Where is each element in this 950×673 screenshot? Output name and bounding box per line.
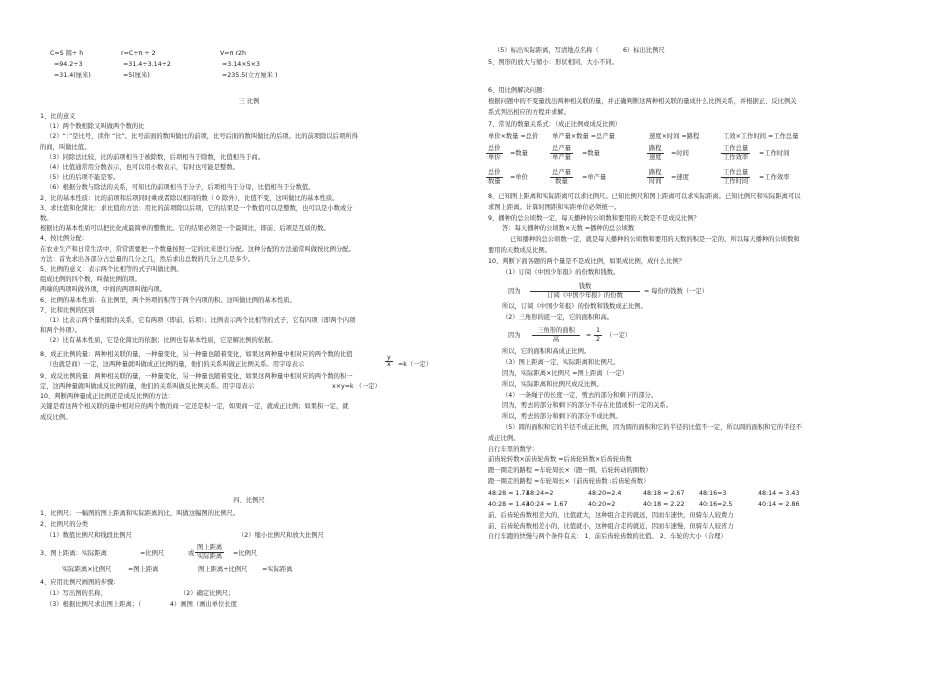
relation-result: =速度 bbox=[671, 174, 689, 181]
relation-fraction-denominator: 数量 bbox=[555, 178, 568, 185]
text-line: 的商，叫做比值。 bbox=[40, 143, 91, 151]
gear-ratio: 48:24=2 bbox=[526, 489, 554, 497]
text-line: =图上距离 bbox=[128, 566, 159, 573]
text-line: （2）比有基本性质，它是化简比的依据；比例也有基本性质，它是解比例的依据。 bbox=[46, 337, 277, 345]
text-line: =比例尺 bbox=[233, 550, 258, 557]
text-line: （6）根据分数与除法的关系，可知比的前项相当于分子，后项相当于分母，比值相当于分数值。 bbox=[46, 184, 315, 192]
relation-fraction bbox=[550, 169, 573, 186]
q2-result: （一定） bbox=[606, 332, 632, 340]
text-line: 4、按比例分配： bbox=[40, 235, 89, 243]
q2-fraction-numerator: 三角形的面积 bbox=[532, 327, 580, 336]
text-line: 数。 bbox=[40, 215, 53, 222]
text-line: （也就是商）一定，这两种量就叫做成正比例的量，他们的关系叫做正比例关系。用字母表示 bbox=[46, 360, 305, 368]
relation-fraction-denominator: 时间 bbox=[649, 178, 662, 185]
text-line: 7、常见的数量关系式：（成正比例或成反比例） bbox=[488, 121, 622, 128]
relation-fraction-numerator: 总价 bbox=[488, 145, 501, 152]
q2-fraction bbox=[532, 327, 580, 344]
relation-fraction-numerator: 总价 bbox=[488, 169, 501, 176]
q2-equals: = bbox=[586, 332, 592, 340]
text-line: （2）三角形的底一定，它的面积和高。 bbox=[502, 314, 614, 322]
text-line: 在农业生产和日常生活中，常常需要把一个数量按照一定的比来进行分配。这种分配的方法通常叫做按比例分配。 bbox=[40, 245, 355, 253]
relation-fraction-denominator: 单价 bbox=[488, 154, 501, 161]
text-line: （1）数值比例尺和线段比例尺 bbox=[46, 532, 132, 539]
text-line: （1）比表示两个量相除的关系，它有两项（即前、后项）；比例表示两个比相等的式子，它有四项（即两个内项 bbox=[46, 317, 356, 324]
relation-fraction bbox=[486, 145, 503, 162]
text-line: 2、比的基本性质：比的前项和后项同时乘或者除以相同的数（ 0 除外），比值不变，这叫做比的基本性质。 bbox=[40, 194, 339, 202]
gear-ratio: 40:24 ≈ 1.67 bbox=[526, 500, 568, 508]
text-line: 自行车里的数学： bbox=[488, 445, 539, 453]
gear-ratio: 40:28 ≈ 1.43 bbox=[488, 500, 530, 508]
text-line: 1、比的意义 bbox=[40, 113, 76, 120]
text-line: （3）同除法比较，比的前项相当于被除数，后项相当于除数，比值相当于商。 bbox=[46, 153, 265, 161]
text-line: 8、已知图上距离和实际距离可以求比例尺。已知比例尺和图上距离可以求实际距离。已知比例尺和实际距离可以 bbox=[488, 193, 801, 200]
text-line: 组成比例的四个数，叫做比例的项。 bbox=[40, 276, 141, 284]
text-line: 因为，实际距离×比例尺 =图上距离（一定） bbox=[502, 370, 628, 377]
relation-fraction-numerator: 总产量 bbox=[552, 145, 571, 152]
text-line: 因为，剪去的部分和剩下的部分不存在比值或积一定的关系。 bbox=[502, 402, 673, 410]
relation-fraction-numerator: 路程 bbox=[649, 145, 662, 152]
text-line: 6、用比例解决问题： bbox=[488, 87, 549, 94]
text-line: 2、比例尺的分类 bbox=[40, 521, 89, 528]
text-line: 前、后齿轮齿数相差大的，比值就大，这种组合走的就远，因而车速快，但骑车人较费力 bbox=[488, 511, 734, 519]
quantity-relation: 工效×工作时间 =工作总量 bbox=[723, 133, 799, 140]
gear-ratio: 48:14 ≈ 3.43 bbox=[758, 489, 800, 497]
relation-fraction bbox=[721, 169, 750, 186]
text-line: 所以，它的面积和高成正比例。 bbox=[502, 348, 591, 356]
text-line: 图上距离÷比例尺 bbox=[198, 566, 248, 573]
gear-ratio: 48:16=3 bbox=[699, 489, 727, 497]
text-line: （5）比的后项不能是零。 bbox=[46, 174, 120, 182]
relation-fraction-numerator: 总产量 bbox=[552, 169, 571, 176]
text-line: （1）写出图的名称、 bbox=[46, 590, 107, 597]
text-line: （1）两个数相除又叫做两个数的比 bbox=[46, 123, 145, 131]
text-line: 自行车跑的快慢与两个条件有关： 1、前后齿轮齿数的比值。 2、车轮的大小（合理） bbox=[488, 533, 727, 541]
text-line: 和两个外项）。 bbox=[40, 327, 81, 335]
text-line: 4）画图（画出单位长度 bbox=[170, 601, 237, 608]
relation-result: =工作效率 bbox=[759, 174, 790, 181]
relation-fraction bbox=[486, 169, 503, 186]
text-line: 蹬一圈走的路程 =车轮周长×（蹬一圈，后轮转动的圈数） bbox=[488, 467, 652, 475]
formula-cell: =94.2÷3 bbox=[54, 61, 83, 68]
text-line: 5、图形的放大与缩小：形状相同，大小不同。 bbox=[488, 59, 618, 66]
text-line: 根据比的基本性质可以把比化成最简单的整数比。它的结果必须是一个最简比，即前、后项是互质的数。 bbox=[40, 225, 330, 233]
text-line: 所以，订阅《中国少年报》的份数和钱数成正比例。 bbox=[502, 303, 647, 311]
text-line: 3、图上距离：实际距离 bbox=[40, 550, 107, 557]
relation-fraction-denominator: 工作时间 bbox=[723, 178, 749, 185]
relation-result: =工作时间 bbox=[759, 150, 790, 157]
text-line: 蹬一圈走的路程 =车轮周长×（前齿轮齿数 :后齿轮齿数） bbox=[488, 478, 650, 485]
q1-fraction bbox=[530, 283, 640, 300]
direct-ratio-fraction-numerator: y bbox=[387, 353, 391, 361]
text-line: （3）图上距离一定，实际距离和比例尺。 bbox=[502, 359, 620, 367]
relation-result: =时间 bbox=[671, 150, 689, 157]
text-line: 7、比和比例的区别 bbox=[40, 306, 95, 314]
direct-ratio-fraction-denominator: x bbox=[387, 360, 391, 368]
text-line: 方法：首先求出各部分占总量的几分之几，然后求出总数的几分之几是多少。 bbox=[40, 255, 255, 263]
section-3-title: 三 比例 bbox=[238, 98, 260, 105]
text-line: 9、播种的总公顷数一定，每天播种的公顷数和要用的天数是不是成反比例？ bbox=[488, 214, 700, 222]
relation-fraction-denominator: 单产量 bbox=[552, 154, 571, 161]
quantity-relation: 速度×时间 =路程 bbox=[649, 133, 700, 140]
formula-cell: =3.14×5×3 bbox=[222, 61, 260, 68]
text-line: 成反比例。 bbox=[40, 413, 72, 421]
scale-fraction-numerator: 图上距离 bbox=[197, 544, 223, 551]
text-line: （2）缩小比例尺和放大比例尺 bbox=[238, 532, 324, 539]
relation-fraction bbox=[721, 145, 750, 162]
relation-result: =数量 bbox=[582, 150, 600, 157]
text-line: （1）订阅《中国少年报》的份数和钱数。 bbox=[502, 268, 620, 276]
text-line: 10、判断两种量成正比例还是成反比例的方法： bbox=[40, 393, 174, 401]
gear-ratio: 48:20=2.4 bbox=[588, 489, 622, 497]
text-line: =实际距离 bbox=[262, 566, 293, 573]
text-line: 求图上距离。计算时图距和实距单位必须统一。 bbox=[488, 203, 621, 211]
formula-cell: r=C÷π ÷ 2 bbox=[121, 50, 156, 57]
relation-result: =单价 bbox=[510, 174, 528, 181]
because-label: 因为 bbox=[508, 332, 521, 340]
relation-fraction bbox=[550, 145, 573, 162]
gear-ratio: 40:20=2 bbox=[588, 500, 616, 508]
text-line: （4）比值通常用分数表示，也可以用小数表示，有时也可能是整数。 bbox=[46, 164, 239, 171]
half-fraction-denominator: 2 bbox=[596, 336, 601, 344]
relation-fraction-numerator: 工作总量 bbox=[723, 169, 749, 176]
text-line: 系式列出相应的方程并求解。 bbox=[488, 109, 570, 116]
text-line: 10、判断下面各题的两个量是不是成比例，如果成比例，成什么比例？ bbox=[488, 257, 685, 265]
relation-fraction-denominator: 速度 bbox=[649, 154, 662, 161]
relation-fraction bbox=[647, 145, 664, 162]
text-line: 所以，剪去的部分和剩下的部分不成比例。 bbox=[502, 413, 622, 421]
quantity-relation: 单产量×数量 =总产量 bbox=[552, 133, 615, 140]
q2-fraction-denominator: 高 bbox=[552, 336, 560, 344]
text-line: 前、后齿轮齿数相差小的，比值就小，这种组合走的就近，因而车速慢，但骑车人较省力 bbox=[488, 522, 734, 530]
relation-fraction-numerator: 路程 bbox=[649, 169, 662, 176]
section-4-title: 四、比例尺 bbox=[233, 497, 265, 504]
relation-result: =单产量 bbox=[582, 174, 607, 181]
relation-fraction-denominator: 工作效率 bbox=[723, 154, 749, 161]
text-line: （4）一条绳子的长度一定，剪去的部分和剩下的部分。 bbox=[502, 391, 658, 399]
text-line: 9、成反比例的量：两种相关联的量，一种量变化，另一种量也随着变化，如果这两种量中相对应的两个数的积一 bbox=[40, 372, 353, 380]
text-line: 4、应用比例尺画图的步骤： bbox=[40, 579, 120, 586]
relation-fraction bbox=[647, 169, 664, 186]
text-line: 5、比例的意义：表示两个比相等的式子叫做比例。 bbox=[40, 266, 183, 273]
formula-cell: V=π r2h bbox=[220, 50, 246, 57]
text-line: （3）根据比例尺求出图上距离；（ bbox=[46, 601, 142, 608]
text-line: 已知播种的总公顷数一定，就是每天播种的公顷数和要用的天数的积是一定的，所以每天播种的公顷数和 bbox=[510, 236, 800, 244]
text-line: 两端的两项叫做外项，中间的两项叫做内项。 bbox=[40, 286, 166, 294]
text-line: 6、比例的基本性质：在比例里，两个外项的积等于两个内项的积。这叫做比例的基本性质。 bbox=[40, 296, 296, 304]
q1-fraction-denominator: 订阅《中国少年报》的份数 bbox=[547, 292, 623, 300]
gear-ratio: 40:14 ≈ 2.86 bbox=[758, 500, 800, 508]
relation-fraction-numerator: 工作总量 bbox=[723, 145, 749, 152]
because-label: 因为 bbox=[508, 288, 521, 296]
formula-cell: =5(厘米) bbox=[123, 72, 150, 79]
text-line: 6）标出比例尺 bbox=[623, 47, 665, 54]
relation-fraction-denominator: 数量 bbox=[488, 178, 501, 185]
q1-result: = 每份的钱数（一定） bbox=[644, 288, 708, 296]
gear-ratio: 40:16=2.5 bbox=[699, 500, 733, 508]
formula-cell: =235.5(立方厘米 ) bbox=[222, 72, 278, 79]
gear-ratio: 48:18 ≈ 2.67 bbox=[643, 489, 685, 497]
text-line: 所以，实际距离和比例尺成反比例。 bbox=[502, 380, 603, 388]
text-line: 定，这两种量就叫做成反比例的量，他们的关系叫做反比例关系。用字母表示 bbox=[40, 383, 255, 390]
text-line: 成正比例。 bbox=[488, 434, 520, 442]
text-line: 8、成正比例的量：两种相关联的量，一种量变化，另一种量也随着变化，如果这两种量中相对应的两个数的比值 bbox=[40, 350, 353, 358]
q1-fraction-numerator: 钱数 bbox=[530, 283, 640, 292]
text-line: 3、求比值和化简比：求比值的方法：用比的前项除以后项，它的结果是一个数值可以是整数，也可以是小数或分 bbox=[40, 204, 353, 212]
text-line: （5）圆的面积和它的半径不成正比例，因为圆的面积和它的半径的比值不一定，所以圆的面积和它的半径不 bbox=[502, 424, 802, 431]
formula-cell: =31.4÷3.14÷2 bbox=[123, 61, 171, 68]
text-line: （2）确定比例尺； bbox=[180, 590, 235, 597]
text-line: 关键是看这两个相关联的量中相对应的两个数的商一定还是积一定，如果商一定，就成正比例；如果积一定，就 bbox=[40, 403, 349, 411]
gear-ratio: 40:18 ≈ 2.22 bbox=[643, 500, 685, 508]
half-fraction bbox=[594, 327, 602, 344]
text-line: 实际距离×比例尺 bbox=[62, 566, 112, 573]
direct-ratio-rest: =k（一定） bbox=[398, 360, 433, 368]
direct-ratio-fraction bbox=[385, 355, 393, 368]
text-line: 前齿轮转数×前齿轮齿数 =后齿轮转数×后齿轮齿数 bbox=[488, 456, 632, 464]
gear-ratio: 48:28 ≈ 1.71 bbox=[488, 489, 530, 497]
quantity-relation: 单价×数量 =总价 bbox=[488, 133, 539, 140]
scale-fraction bbox=[195, 544, 224, 561]
text-line: 答：每天播种的公顷数×天数 =播种的总公顷数 bbox=[502, 225, 635, 233]
text-line: （2）“：”是比号，读作 “比”。比号前面的数叫做比的前项，比号后面的数叫做比的后项。比的前项除以后项所得 bbox=[46, 133, 358, 141]
formula-cell: C=S 圆÷ h bbox=[50, 50, 84, 57]
inverse-ratio-formula: x×y=k （一定） bbox=[332, 383, 381, 390]
text-line: （5）标出实际距离，写清地点名称（ bbox=[494, 47, 599, 54]
text-line: 要用的天数成反比例。 bbox=[488, 247, 551, 254]
half-fraction-numerator: 1 bbox=[596, 327, 601, 335]
text-line: 或 bbox=[188, 550, 195, 557]
text-line: =比例尺 bbox=[140, 550, 165, 557]
text-line: 根据问题中的不变量找出两种相关联的量，并正确判断这两种相关联的量成什么比例关系，并根据正、反比例关 bbox=[488, 98, 797, 105]
text-line: 1、比例尺：一幅图的图上距离和实际距离的比，叫做这幅图的比例尺。 bbox=[40, 510, 240, 517]
relation-result: =数量 bbox=[510, 150, 528, 157]
formula-cell: =31.4(厘米) bbox=[54, 72, 91, 79]
scale-fraction-denominator: 实际距离 bbox=[197, 553, 223, 560]
